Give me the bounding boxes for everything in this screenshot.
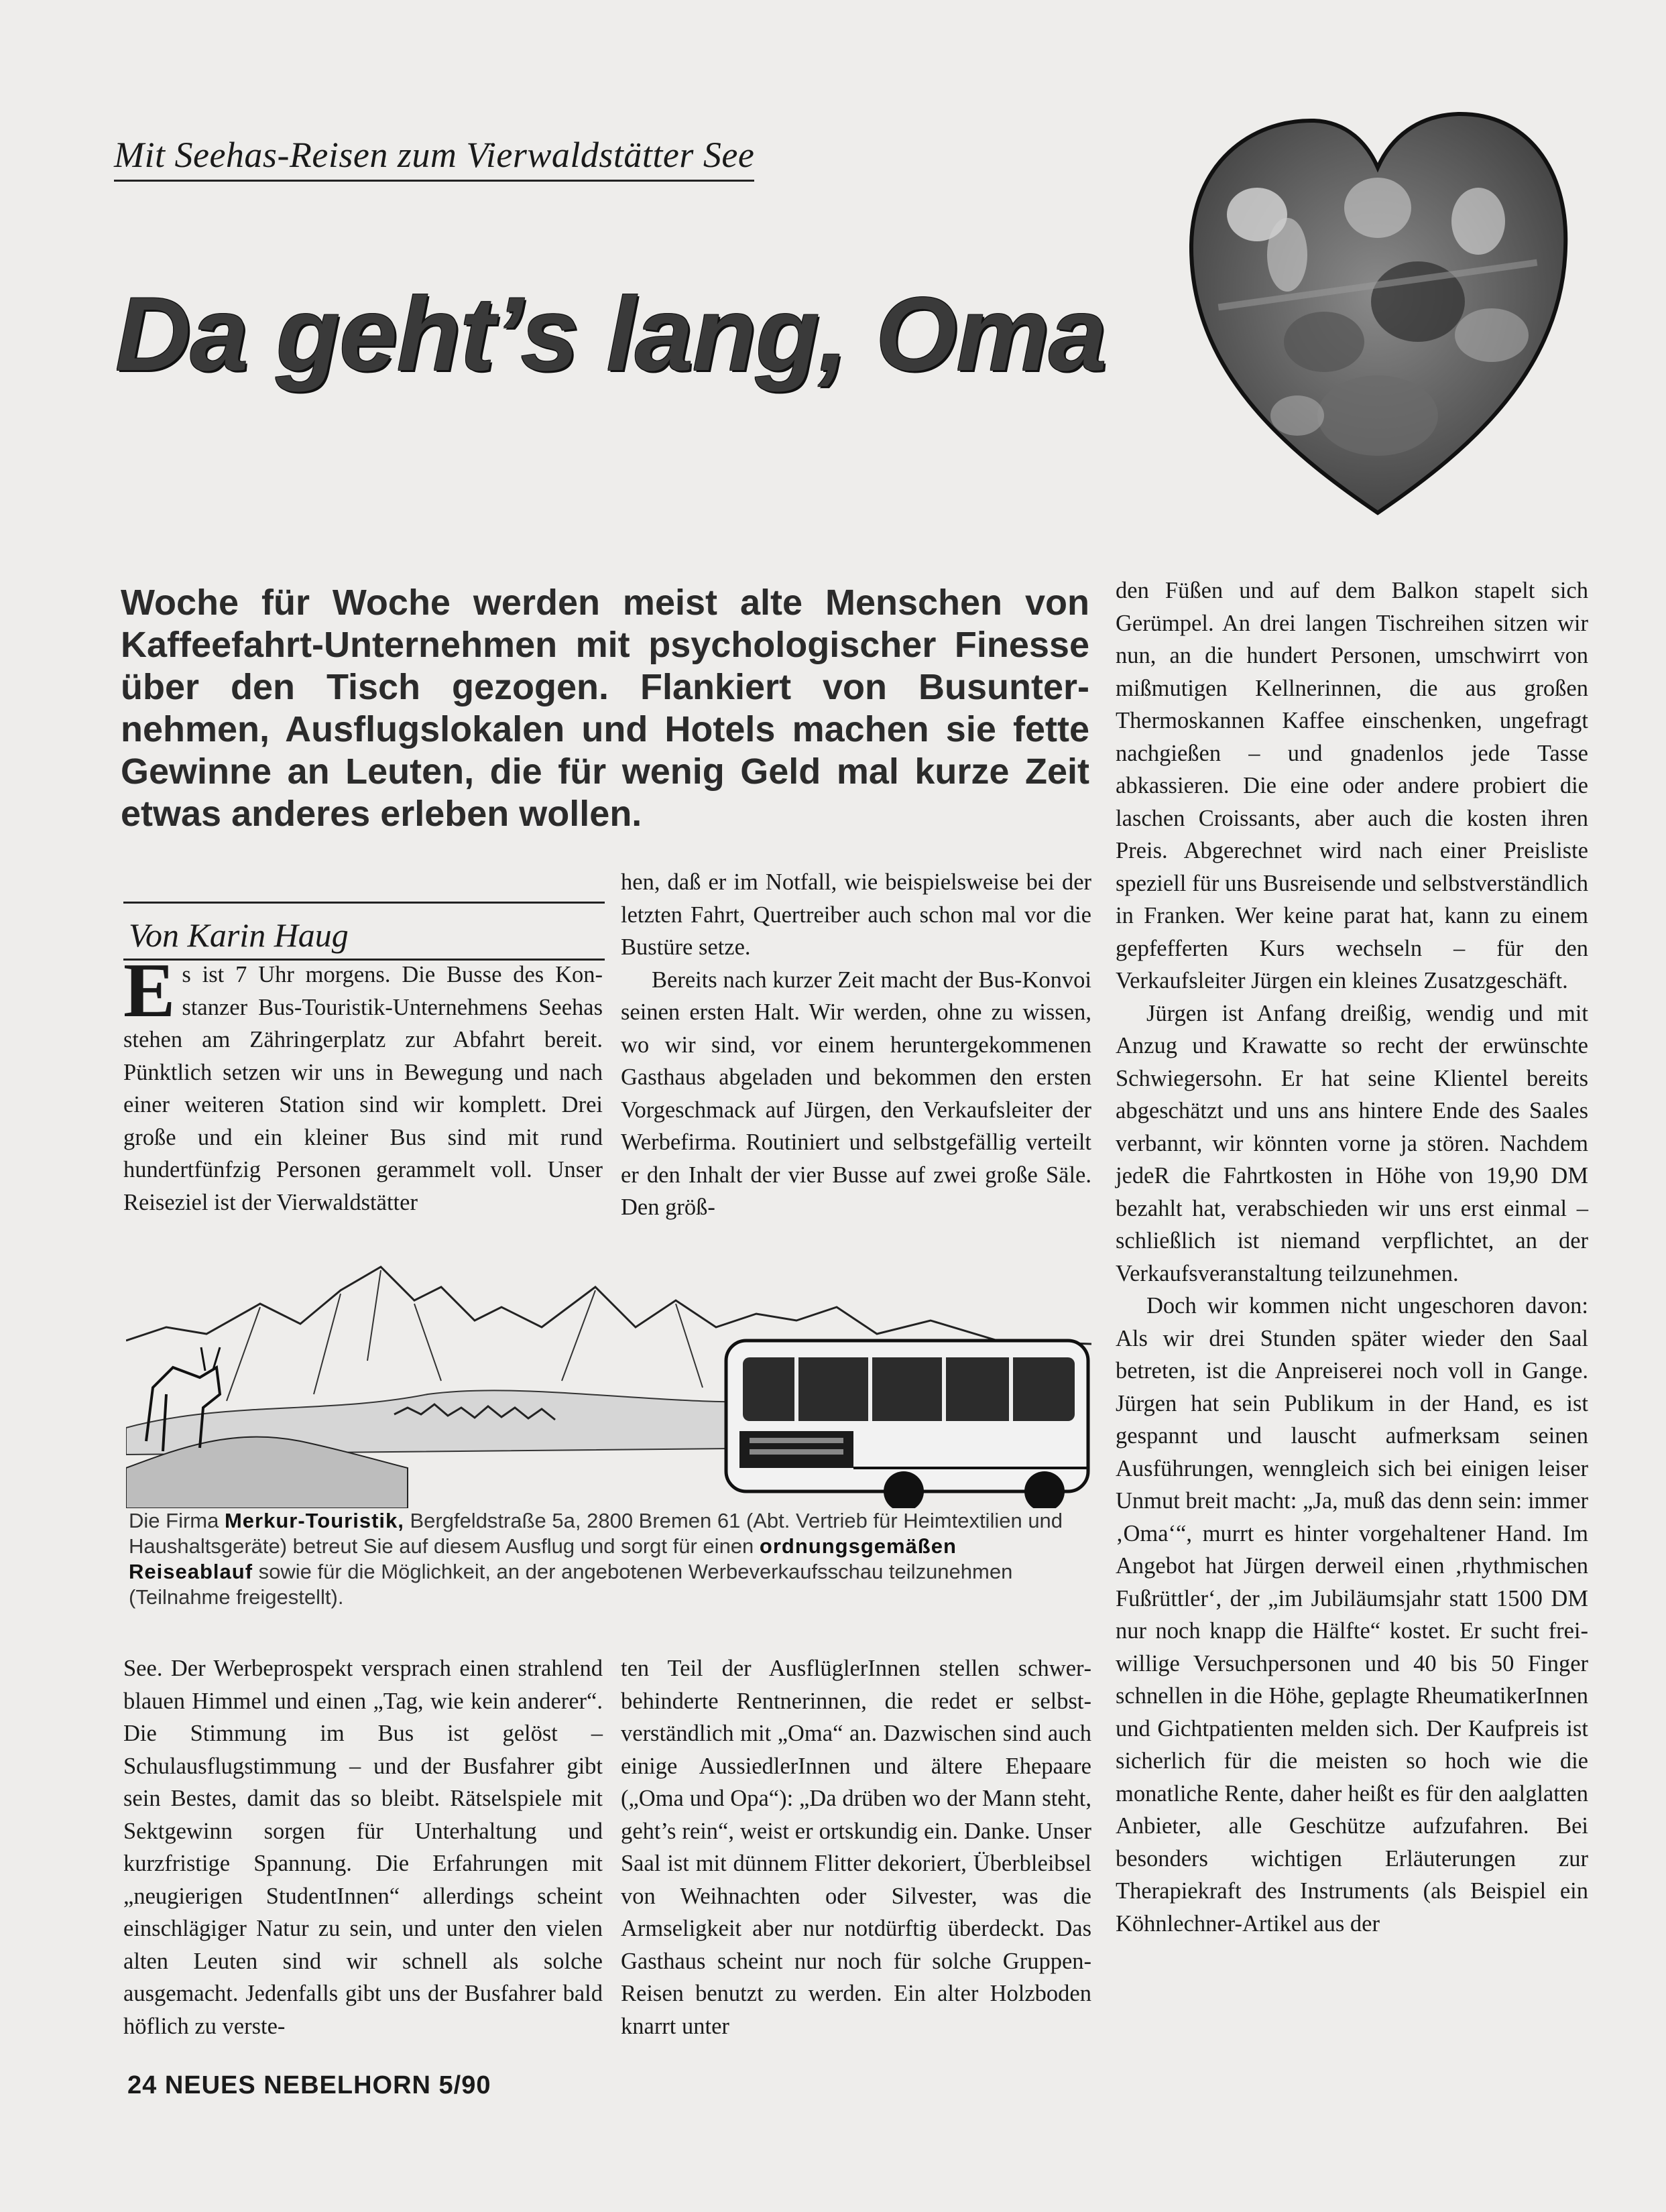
paragraph: ten Teil der AusflüglerInnen stellen schwerbehinderte Rentnerinnen, die redet er selbstverständlich mit „Oma“ an. Dazwischen sind auch einige AussiedlerInnen und ältere Ehepaare („Oma und Opa“): „Da drüben wo der Mann steht, geht’s rein“, weist er ortskundig ein. Danke. Unser Saal ist mit dünnem Flitter dekoriert, Überbleibsel von Weihnachten oder Silvester, was die Armseligkeit aber nur notdürftig überdeckt. Das Gasthaus scheint nur noch für solche Gruppen-Reisen benutzt zu werden. Ein alter Holzboden knarrt unter xyxy=(621,1656,1091,2039)
paragraph: See. Der Werbeprospekt versprach einen strahlend blauen Himmel und einen „Tag, wie kein anderer“. Die Stimmung im Bus ist gelöst – Schulausflugstimmung – und der Busfahrer gibt sein Bestes, damit das so bleibt. Rätselspiele mit Sektgewinn sorgen für Unterhaltung und kurzfristige Spannung. Die Erfahrungen mit „neugierigen StudentInnen“ allerdings scheint einschlägiger Natur zu sein, und unter den vielen alten Leuten sind wir schnell als solche ausgemacht. Jedenfalls gibt uns der Busfahrer bald höflich zu verste- xyxy=(123,1656,603,2039)
article-column-2 xyxy=(621,866,1091,1224)
illustration-caption xyxy=(129,1508,1081,1610)
drop-cap: E xyxy=(123,948,176,1034)
paragraph: Bereits nach kurzer Zeit macht der Bus-Konvoi seinen ersten Halt. Wir werden, ohne zu wissen, wo wir sind, vor einem heruntergekommenen Gasthaus abgeladen und bekommen den ersten Vorgeschmack auf Jürgen, den Verkaufsleiter der Werbefirma. Routiniert und selbstgefällig verteilt er den Inhalt der vier Busse auf zwei große Säle. Den größ- xyxy=(621,967,1091,1220)
article-column-1 xyxy=(123,948,603,1219)
article-column-1-lower xyxy=(123,1652,603,2042)
paragraph: den Füßen und auf dem Balkon stapelt sich Gerümpel. An drei langen Tischreihen sitzen wir nun, an die hundert Personen, umschwirrt von mißmutigen Kellnerinnen, die aus großen Thermoskannen Kaffee einschenken, ungefragt nachgießen – und gnadenlos jede Tasse abkassieren. Die eine oder andere probiert die laschen Croissants, aber auch die kosten ihren Preis. Abgerechnet wird nach einer Preisliste speziell für uns Busreisende und selbstverständlich in Franken. Wer keine parat hat, kann zu einem gepfefferten Kurs wechseln – für den Verkaufsleiter Jürgen ein kleines Zusatzgeschäft. xyxy=(1116,578,1588,993)
paragraph: Doch wir kommen nicht ungeschoren davon: Als wir drei Stunden später wieder den Saal betreten, ist die Anpreiserei noch voll in Gange. Jürgen hat sein Publikum in der Hand, es ist gespannt und lauscht aufmerksam seinen Ausführungen, wenngleich sich bei einigen leiser Unmut breit macht: „Ja, muß das denn sein: immer ‚Oma‘“, murrt es hinter vorgehaltener Hand. Im Angebot hat Jürgen derweil einen ‚rhythmischen Fußrüttler‘, der „im Jubiläumsjahr statt 1500 DM nur noch knapp die Hälfte“ kostet. Er sucht freiwillige Versuchpersonen und 40 bis 50 Finger schnellen in die Höhe, geplagte RheumatikerInnen und Gichtpatienten melden sich. Der Kaufpreis ist sicherlich für die meisten so hoch wie die monatliche Rente, daher heißt es für den aalglatten Anbieter, alle Geschütze aufzufahren. Bei besonders wichtigen Erläuterungen zur Therapiekraft des Instruments (als Beispiel ein Köhnlechner-Artikel aus der xyxy=(1116,1293,1588,1937)
byline: Von Karin Haug xyxy=(129,916,349,954)
article-column-3 xyxy=(1116,574,1588,1940)
caption-text: Bergfeldstraße 5a, 2800 Bremen 61 (Abt. Vertrieb für Heimtextilien und Haushaltsgeräte) betreut Sie auf diesem Ausflug und sorgt für einen xyxy=(129,1509,1063,1558)
byline-box xyxy=(123,902,605,961)
headline: Da geht’s lang, Oma xyxy=(115,276,1106,393)
article-column-2-lower xyxy=(621,1652,1091,2042)
paragraph: hen, daß er im Notfall, wie beispielsweise bei der letzten Fahrt, Quertreiber auch schon mal vor die Bustüre setze. xyxy=(621,869,1091,960)
paragraph: Jürgen ist Anfang dreißig, wendig und mit Anzug und Krawatte so recht der erwünschte Schwiegersohn. Er hat seine Klientel bereits abgeschätzt und uns ans hintere Ende des Saales verbannt, wir könnten vorne ja stören. Nachdem jedeR die Fahrtkosten in Höhe von 19,90 DM bezahlt hat, verabschieden wir uns erst einmal – schließlich ist niemand verpflichtet, an der Verkaufsveranstaltung teilzunehmen. xyxy=(1116,1000,1588,1286)
paragraph-text: s ist 7 Uhr morgens. Die Busse des Konstanzer Bus-Touristik-Unternehmens Seehas stehen am Zähringerplatz zur Abfahrt bereit. Pünktlich setzen wir uns in Bewegung und nach einer weiteren Station sind wir komplett. Drei große und ein kleiner Bus sind mit rund hundertfünfzig Personen gerammelt voll. Unser Reiseziel ist der Vierwaldstätter xyxy=(123,962,603,1215)
bus-landscape-illustration xyxy=(126,1227,1091,1508)
paragraph xyxy=(123,948,603,1219)
caption-text: Die Firma xyxy=(129,1509,225,1532)
heart-photo xyxy=(1177,101,1579,530)
kicker: Mit Seehas-Reisen zum Vierwaldstätter See xyxy=(114,134,754,182)
lead-paragraph: Woche für Woche werden meist alte Menschen von Kaffeefahrt-Unternehmen mit psychologischer Finesse über den Tisch gezogen. Flankiert von Busunternehmen, Ausflugslokalen und Hotels machen sie fette Gewinne an Leuten, die für wenig Geld mal kurze Zeit etwas anderes erleben wollen. xyxy=(121,582,1089,834)
caption-company: Merkur-Touristik, xyxy=(224,1509,404,1532)
caption-emphasis: ordnungsgemäßen Reiseablauf xyxy=(129,1534,957,1583)
page-footer: 24 NEUES NEBELHORN 5/90 xyxy=(127,2071,491,2099)
caption-text: sowie für die Möglichkeit, an der angebotenen Werbeverkaufsschau teilzunehmen (Teilnahme freigestellt). xyxy=(129,1560,1013,1609)
